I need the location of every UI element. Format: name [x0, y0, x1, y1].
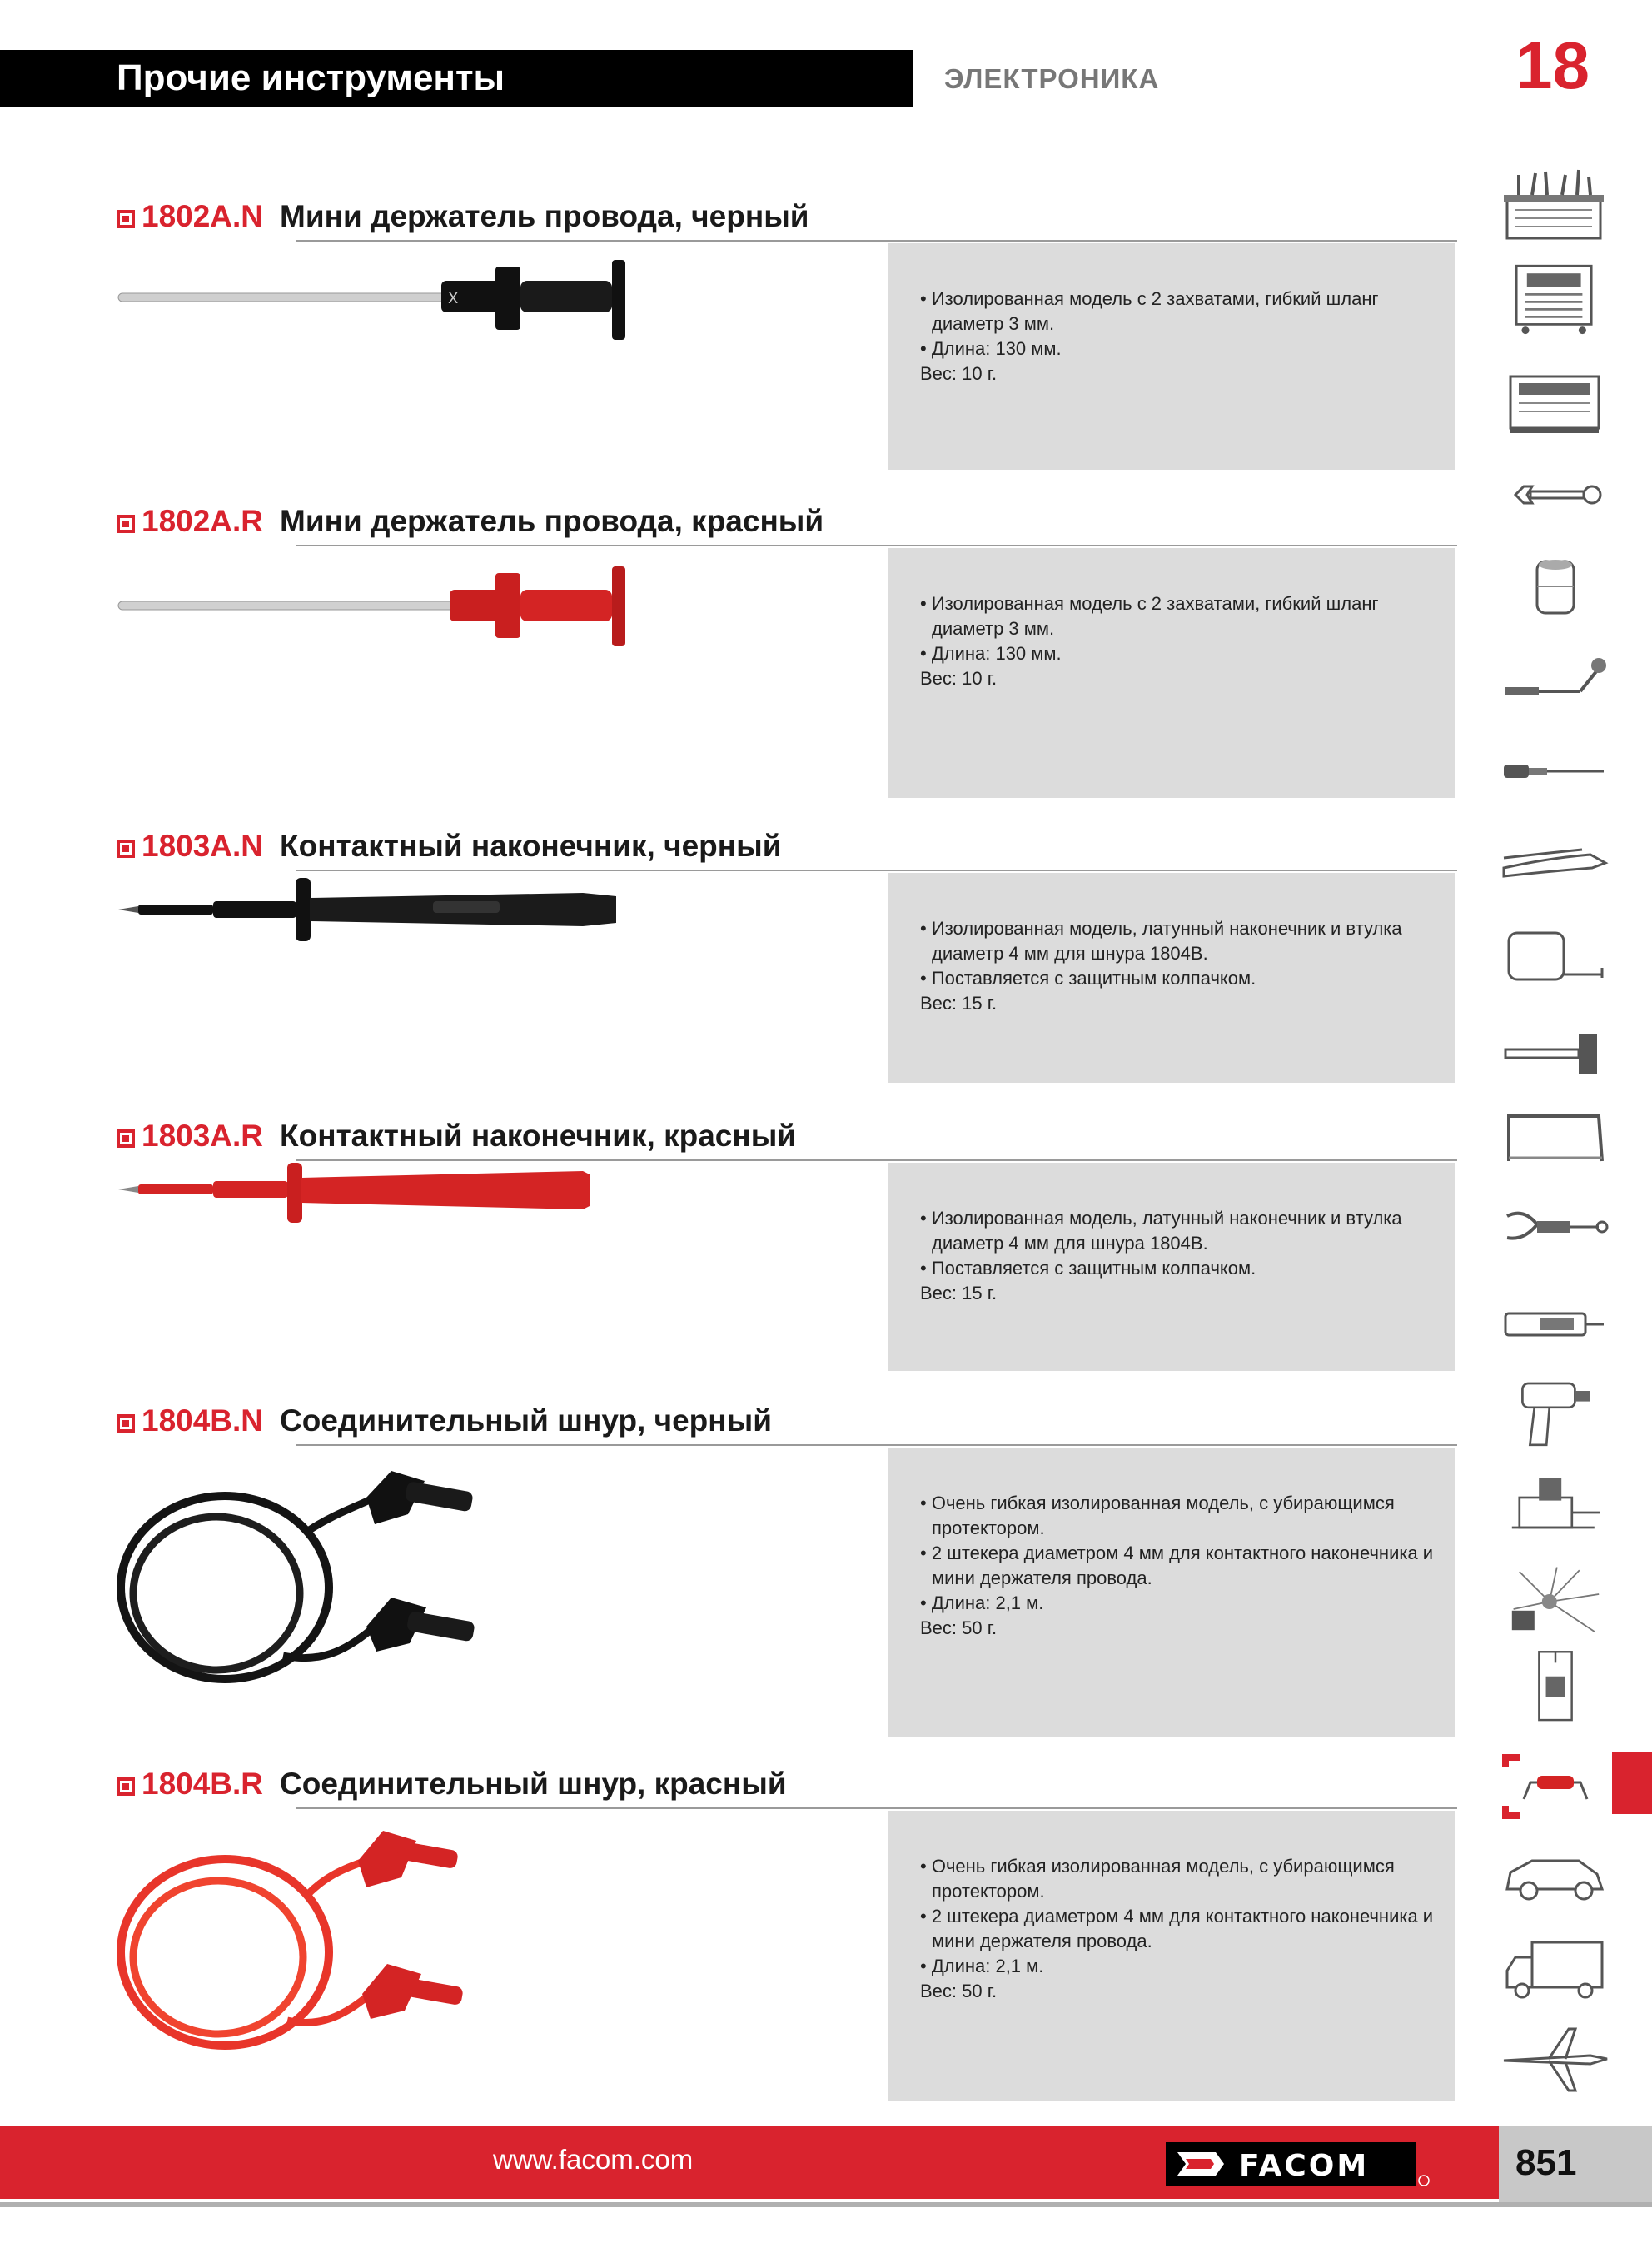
bullet-square-icon [117, 840, 135, 858]
product-heading [117, 826, 781, 866]
connecting-cord-red-image [117, 1811, 550, 2061]
product-name: Контактный наконечник, черный [280, 829, 782, 863]
active-section-tab [1612, 1752, 1652, 1814]
tape-measure-icon[interactable] [1499, 916, 1612, 991]
spec-line: • Изолированная модель с 2 захватами, гибкий шланг диаметр 3 мм. [912, 591, 1439, 641]
heading-underline [296, 545, 1457, 546]
tool-chest-icon[interactable] [1499, 366, 1612, 441]
puller-icon[interactable] [1499, 1191, 1612, 1266]
product-code: 1804B.R [142, 1767, 264, 1801]
spec-panel [888, 1448, 1455, 1737]
spec-panel [888, 243, 1455, 470]
bullet-square-icon [117, 515, 135, 533]
hacksaw-icon[interactable] [1499, 1099, 1612, 1174]
product-name: Мини держатель провода, черный [280, 199, 809, 233]
spec-line: • Изолированная модель, латунный наконечник и втулка диаметр 4 мм для шнура 1804B. [912, 916, 1439, 966]
bottom-divider [0, 2202, 1652, 2207]
heading-underline [296, 1444, 1457, 1446]
svg-text:X: X [448, 290, 459, 307]
section-label: ЭЛЕКТРОНИКА [944, 63, 1160, 94]
test-probe-black-image [117, 873, 633, 981]
socket-icon[interactable] [1499, 550, 1612, 625]
footer-url[interactable]: www.facom.com [493, 2144, 694, 2175]
ratchet-handle-icon[interactable] [1499, 645, 1612, 720]
weight-line: Вес: 50 г. [920, 1981, 998, 2001]
product-heading [117, 1116, 796, 1156]
heading-underline [296, 1807, 1457, 1809]
circuit-breaker-icon[interactable] [1499, 1649, 1612, 1724]
spec-panel [888, 1163, 1455, 1371]
product-code: 1802A.R [142, 504, 264, 538]
spec-panel [888, 548, 1455, 798]
spec-line: • Поставляется с защитным колпачком. [912, 1256, 1439, 1281]
spec-line: • Поставляется с защитным колпачком. [912, 966, 1439, 991]
product-block [0, 826, 1465, 1076]
connecting-cord-black-image [117, 1448, 550, 1697]
spec-panel [888, 873, 1455, 1083]
spec-line: • 2 штекера диаметром 4 мм для контактного наконечника и мини держателя провода. [912, 1904, 1439, 1954]
product-heading [117, 197, 809, 237]
svg-text:FACOM: FACOM [1239, 2149, 1370, 2183]
spec-line: • Длина: 130 мм. [912, 336, 1439, 361]
product-heading [117, 1764, 787, 1804]
weight-line: Вес: 15 г. [920, 993, 998, 1014]
weight-line: Вес: 10 г. [920, 668, 998, 689]
product-heading [117, 1401, 772, 1441]
impact-wrench-icon[interactable] [1499, 1376, 1612, 1451]
truck-icon[interactable] [1499, 1932, 1612, 2007]
product-heading [117, 501, 824, 541]
facom-logo [1166, 2139, 1432, 2189]
page-number: 851 [1515, 2142, 1577, 2183]
measuring-instrument-icon[interactable] [1499, 1287, 1612, 1362]
wire-holder-black-image [117, 243, 666, 368]
screwdriver-icon[interactable] [1499, 733, 1612, 808]
spec-line: • Длина: 2,1 м. [912, 1954, 1439, 1979]
bullet-square-icon [117, 1129, 135, 1148]
product-block [0, 1116, 1465, 1366]
product-name: Контактный наконечник, красный [280, 1119, 797, 1153]
spec-line: • Длина: 130 мм. [912, 641, 1439, 666]
heading-underline [296, 870, 1457, 871]
toolbox-icon[interactable] [1499, 167, 1612, 242]
spec-line: • Изолированная модель, латунный наконечник и втулка диаметр 4 мм для шнура 1804B. [912, 1206, 1439, 1256]
heading-underline [296, 240, 1457, 242]
safety-spark-icon[interactable] [1499, 1564, 1612, 1639]
bullet-square-icon [117, 1777, 135, 1796]
wire-holder-red-image [117, 548, 666, 673]
product-code: 1803A.N [142, 829, 264, 863]
product-code: 1804B.N [142, 1403, 264, 1438]
spec-line: • Изолированная модель с 2 захватами, гибкий шланг диаметр 3 мм. [912, 287, 1439, 336]
product-name: Соединительный шнур, красный [280, 1767, 787, 1801]
product-block [0, 1401, 1465, 1734]
heading-underline [296, 1159, 1457, 1161]
product-code: 1802A.N [142, 199, 264, 233]
car-icon[interactable] [1499, 1839, 1612, 1914]
product-block [0, 501, 1465, 793]
wrench-icon[interactable] [1499, 458, 1612, 533]
page-title: Прочие инструменты [117, 57, 505, 98]
airplane-icon[interactable] [1499, 2022, 1612, 2097]
hammer-icon[interactable] [1499, 1014, 1612, 1089]
test-probe-red-image [117, 1163, 616, 1254]
spec-line: • Очень гибкая изолированная модель, с убирающимся протектором. [912, 1854, 1439, 1904]
product-code: 1803A.R [142, 1119, 264, 1153]
spec-panel [888, 1811, 1455, 2101]
product-name: Мини держатель провода, красный [280, 504, 824, 538]
spec-line: • 2 штекера диаметром 4 мм для контактного наконечника и мини держателя провода. [912, 1541, 1439, 1591]
vise-icon[interactable] [1499, 1468, 1612, 1543]
weight-line: Вес: 10 г. [920, 363, 998, 384]
bullet-square-icon [117, 210, 135, 228]
bullet-square-icon [117, 1414, 135, 1433]
spec-line: • Очень гибкая изолированная модель, с убирающимся протектором. [912, 1491, 1439, 1541]
spec-line: • Длина: 2,1 м. [912, 1591, 1439, 1616]
electronics-probe-icon[interactable] [1499, 1749, 1612, 1824]
pliers-icon[interactable] [1499, 825, 1612, 900]
product-block [0, 1764, 1465, 2097]
tool-cabinet-icon[interactable] [1499, 260, 1612, 335]
product-block [0, 197, 1465, 463]
chapter-number: 18 [1515, 28, 1590, 102]
weight-line: Вес: 50 г. [920, 1617, 998, 1638]
weight-line: Вес: 15 г. [920, 1283, 998, 1303]
product-name: Соединительный шнур, черный [280, 1403, 772, 1438]
